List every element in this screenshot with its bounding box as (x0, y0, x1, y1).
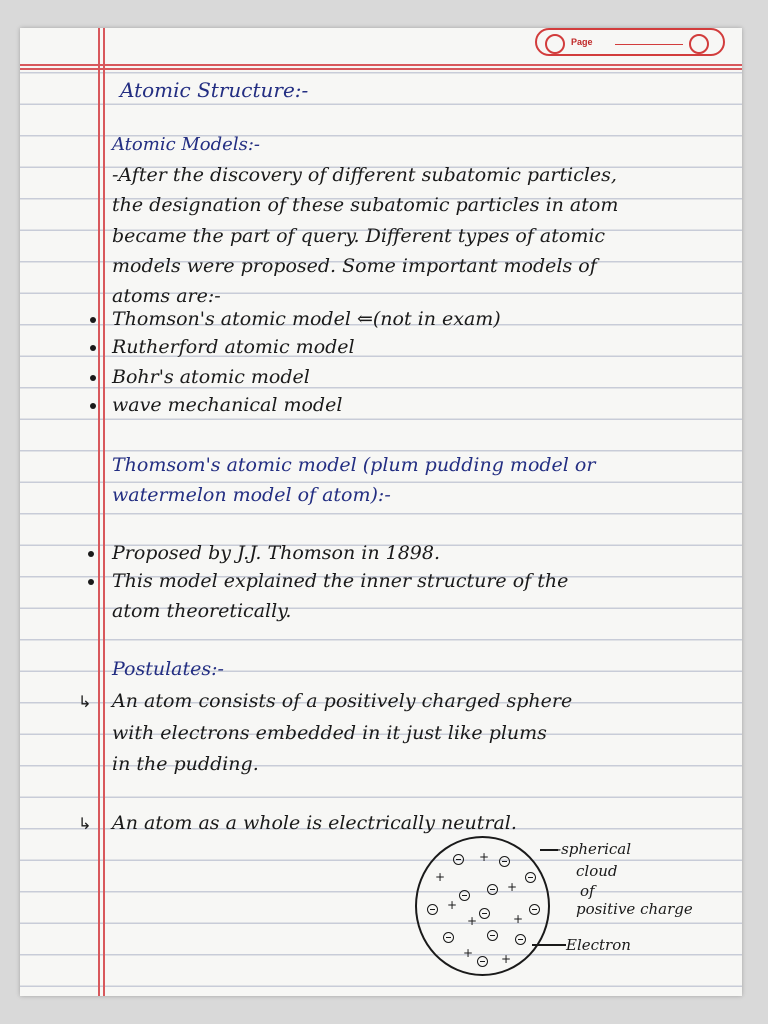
electron-icon (529, 904, 540, 915)
model-list-item: Rutherford atomic model (112, 336, 355, 358)
label-positive-charge: positive charge (576, 900, 693, 918)
positive-charge-icon: + (435, 870, 446, 884)
electron-icon (525, 872, 536, 883)
label-cloud: cloud (576, 862, 618, 880)
page-title: Atomic Structure:- (120, 78, 309, 102)
label-spherical: -spherical (556, 840, 632, 858)
positive-charge-icon: + (463, 946, 474, 960)
section-heading-postulates: Postulates:- (112, 658, 224, 680)
electron-leader-line (532, 944, 566, 946)
electron-icon (487, 930, 498, 941)
paragraph-line: -After the discovery of different subatomic particles, (112, 164, 617, 186)
model-list-item: Bohr's atomic model (112, 366, 310, 388)
electron-icon (477, 956, 488, 967)
stamp-left-circle-icon (545, 34, 565, 54)
electron-icon (515, 934, 526, 945)
electron-icon (499, 856, 510, 867)
paragraph-line: atoms are:- (112, 285, 221, 307)
electron-icon (427, 904, 438, 915)
label-electron: Electron (566, 936, 631, 954)
hook-arrow-icon: ↳ (78, 692, 92, 711)
postulate-line: in the pudding. (112, 753, 259, 775)
notebook-page (20, 28, 742, 996)
paragraph-line: models were proposed. Some important models of (112, 255, 597, 277)
bullet-icon (90, 375, 96, 381)
stamp-page-number-line (615, 44, 683, 45)
positive-charge-icon: + (501, 952, 512, 966)
positive-charge-icon: + (447, 898, 458, 912)
paragraph-line: the designation of these subatomic particles in atom (112, 194, 619, 216)
paragraph-line: became the part of query. Different types of atomic (112, 225, 606, 247)
bullet-icon (88, 579, 94, 585)
electron-icon (459, 890, 470, 901)
section-heading-thomson-line: Thomsom's atomic model (plum pudding model or (112, 454, 596, 476)
plum-pudding-diagram (415, 836, 550, 976)
bullet-icon (90, 317, 96, 323)
stamp-page-label: Page (571, 37, 593, 47)
positive-charge-icon: + (467, 914, 478, 928)
postulate-line: with electrons embedded in it just like plums (112, 722, 547, 744)
postulate-line: An atom consists of a positively charged sphere (112, 690, 573, 712)
bullet-icon (88, 551, 94, 557)
top-margin-rule (20, 64, 742, 66)
page-number-stamp (535, 28, 725, 56)
positive-charge-icon: + (479, 850, 490, 864)
electron-icon (453, 854, 464, 865)
stamp-right-circle-icon (689, 34, 709, 54)
label-of: of (580, 882, 595, 900)
model-list-item: Thomson's atomic model ⇐(not in exam) (112, 308, 501, 330)
model-list-item: wave mechanical model (112, 394, 343, 416)
electron-icon (443, 932, 454, 943)
section-heading-thomson-line: watermelon model of atom):- (112, 484, 391, 506)
section-heading-atomic-models: Atomic Models:- (112, 134, 260, 155)
electron-icon (479, 908, 490, 919)
thomson-point: Proposed by J.J. Thomson in 1898. (112, 542, 441, 564)
bullet-icon (90, 403, 96, 409)
hook-arrow-icon: ↳ (78, 814, 92, 833)
positive-charge-icon: + (507, 880, 518, 894)
postulate-line: An atom as a whole is electrically neutral. (112, 812, 517, 834)
thomson-point-continuation: atom theoretically. (112, 600, 292, 622)
bullet-icon (90, 345, 96, 351)
positive-charge-icon: + (513, 912, 524, 926)
thomson-point: This model explained the inner structure of the (112, 570, 569, 592)
electron-icon (487, 884, 498, 895)
left-margin-rule (98, 28, 100, 996)
